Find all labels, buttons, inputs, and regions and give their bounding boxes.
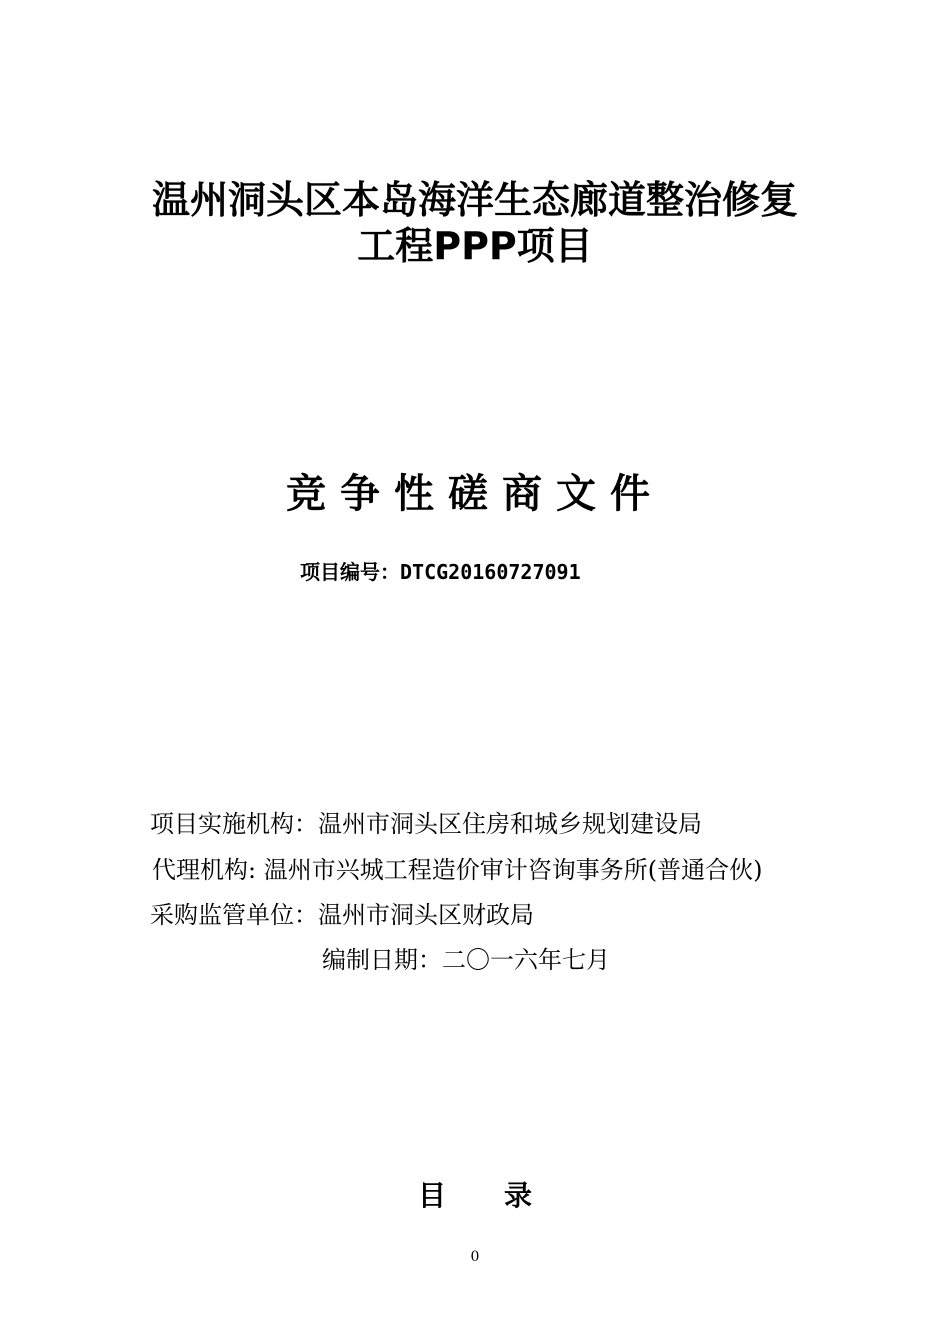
supervisor-line [150, 899, 534, 931]
table-of-contents-heading [418, 1178, 532, 1214]
toc-heading-char-1: 目 [418, 1179, 447, 1212]
procurement-agency-value: 温州市兴城工程造价审计咨询事务所(普通合伙) [263, 856, 763, 884]
project-number-value: DTCG20160727091 [400, 560, 581, 584]
document-title-line-1: 温州洞头区本岛海洋生态廊道整治修复 [151, 178, 798, 222]
project-number-label: 项目编号： [300, 560, 400, 584]
toc-heading-char-2: 录 [504, 1179, 533, 1212]
document-title-line-2: 工程PPP项目 [357, 224, 593, 268]
procurement-agency-line [152, 854, 762, 886]
implementing-agency-line [150, 808, 702, 840]
implementing-agency-label: 项目实施机构： [150, 810, 318, 838]
document-type-heading: 竞争性磋商文件 [286, 471, 664, 517]
implementing-agency-value: 温州市洞头区住房和城乡规划建设局 [318, 810, 702, 838]
supervisor-value: 温州市洞头区财政局 [318, 901, 534, 929]
page-number: 0 [470, 1249, 480, 1265]
compile-date-label: 编制日期： [322, 946, 442, 974]
compile-date-value: 二〇一六年七月 [442, 946, 610, 974]
compile-date-line [322, 944, 610, 976]
supervisor-label: 采购监管单位： [150, 901, 318, 929]
procurement-agency-label: 代理机构: [152, 856, 257, 884]
project-number [300, 558, 581, 586]
